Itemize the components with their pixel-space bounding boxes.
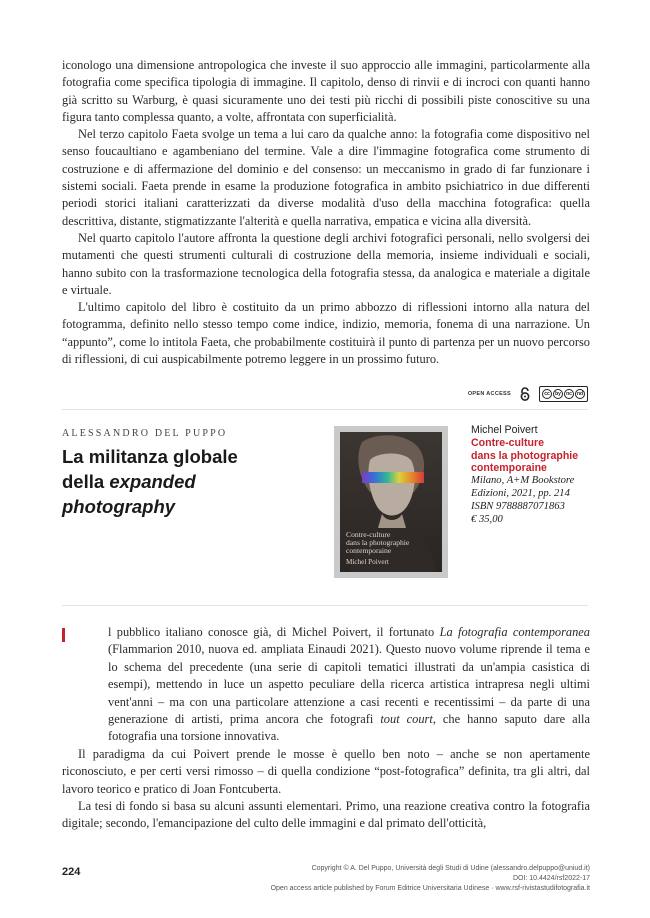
paragraph: Nel terzo capitolo Faeta svolge un tema a lui caro da qualche anno: la fotografia come dispositivo nel senso foucaultiano e agambeniano del termine. Vale a dire l'immagine fotografica come strumento di costruzione e di affermazione del dominio e del consenso: un meccanismo in grado di far funzionare i sistemi sociali. Faeta prende in esame la produzione fotografica in ambito psichiatrico in due differenti periodi storici italiani caratterizzati da diverse modalità d'uso della macchina fotografica: quella descrittiva, distante, stigmatizzante l'alterità e quella narrativa, empatica e vicina alla diversità. [62, 127, 590, 228]
paragraph: Il paradigma da cui Poivert prende le mosse è quello ben noto – anche se non apertamente riconosciuto, e per certi versi rimosso – di quella condizione “post-fotografica” definita, tra gli altri, dal lavoro teorico e pratico di Joan Fontcuberta. [62, 746, 590, 796]
page-number: 224 [62, 866, 81, 878]
copyright-line: Copyright © A. Del Puppo, Università degli Studi di Udine (alessandro.delpuppo@uniud.it) [311, 865, 590, 872]
title-line: della expanded [62, 471, 196, 492]
cover-photo [340, 432, 442, 572]
book-cover-image [334, 426, 448, 578]
cc-icon: cc [542, 389, 552, 399]
publisher-line[interactable]: Open access article published by Forum Editrice Universitaria Udinese · www.rsf-rivistastudifotografia.it [270, 885, 590, 892]
paragraph: L'ultimo capitolo del libro è costituito da un primo abbozzo di riflessioni intorno alla natura del fotogramma, definito nello stesso tempo come indice, indizio, memoria, fonema di una narrazione. Un “appunto”, come lo intitola Faeta, che probabilmente costituirà il punto di partenza per un nuovo percorso di riflessioni, di cui auspicabilmente potremo leggere in un prossimo futuro. [62, 300, 590, 367]
paragraph: La tesi di fondo si basa su alcuni assunti elementari. Primo, una reazione creativa contro la fotografia digitale; secondo, l'emancipazione del culto delle immagini e dal primato dell'otticità, [62, 799, 590, 831]
title-line: photography [62, 496, 176, 517]
continued-review-text [62, 57, 590, 368]
cover-author: Michel Poivert [346, 558, 389, 566]
paragraph: l pubblico italiano conosce già, di Michel Poivert, il fortunato La fotografia contemporanea (Flammarion 2010, nuova ed. ampliata Einaudi 2021). Questo nuovo volume riprende il tema e lo schema del precedente (una serie di capitoli tematici illustrati da un'ampia casistica di esempi), mettendo in luce un aspetto peculiare della ricerca artistica intrapresa negli ultimi vent'anni – ma con una particolare attenzione a casi recenti e recentissimi – da parte di una generazione di artisti, prima ancora che fotografi tout court, che hanno saputo dare alla fotografia una torsione innovativa. [108, 625, 591, 744]
creative-commons-license-icon[interactable] [539, 386, 588, 402]
doi-line[interactable]: DOI: 10.4424/rsf2022-17 [512, 875, 590, 882]
open-access-label: OPEN ACCESS [467, 391, 511, 397]
title-line: La militanza globale [62, 446, 238, 467]
open-access-lock-icon [519, 387, 531, 401]
review-title [62, 444, 302, 519]
paragraph: iconologo una dimensione antropologica che investe il suo approccio alle immagini, particolarmente alla fotografia come specifica tipologia di immagine. Il capitolo, denso di rinvii e di incroci con quanti hanno già scritto su Warburg, è quasi sicuramente uno dei testi più ricchi di possibili piste conoscitive su una figura tanto complessa quanto, a volte, affrontata con superficialità. [62, 58, 590, 124]
cc-nd-icon: nd [576, 391, 584, 397]
divider [62, 605, 588, 606]
cover-title: Contre-culture dans la photographie contemporaine [346, 530, 410, 555]
book-publication-info: Milano, A+M Bookstore Edizioni, 2021, pp. 214 ISBN 9788887071863 € 35,00 [471, 475, 575, 525]
book-author: Michel Poivert [471, 424, 538, 436]
book-details [471, 424, 596, 526]
divider [62, 409, 588, 410]
cc-by-icon: by [553, 389, 563, 399]
review-body-text [62, 624, 590, 833]
review-author: ALESSANDRO DEL PUPPO [62, 428, 228, 439]
license-badges [468, 386, 588, 402]
book-title: Contre-culture dans la photographie contemporaine [471, 436, 579, 475]
footer-credits [271, 864, 590, 894]
paragraph: Nel quarto capitolo l'autore affronta la questione degli archivi fotografici personali, nello svolgersi dei mutamenti che questi strumenti culturali di costruzione della memoria, insieme individuali e sociali, hanno subito con la trasformazione tecnologica della fotografia stessa, da analogica e materiale a digitale e virtuale. [62, 230, 590, 297]
cc-nc-icon: nc [564, 389, 574, 399]
